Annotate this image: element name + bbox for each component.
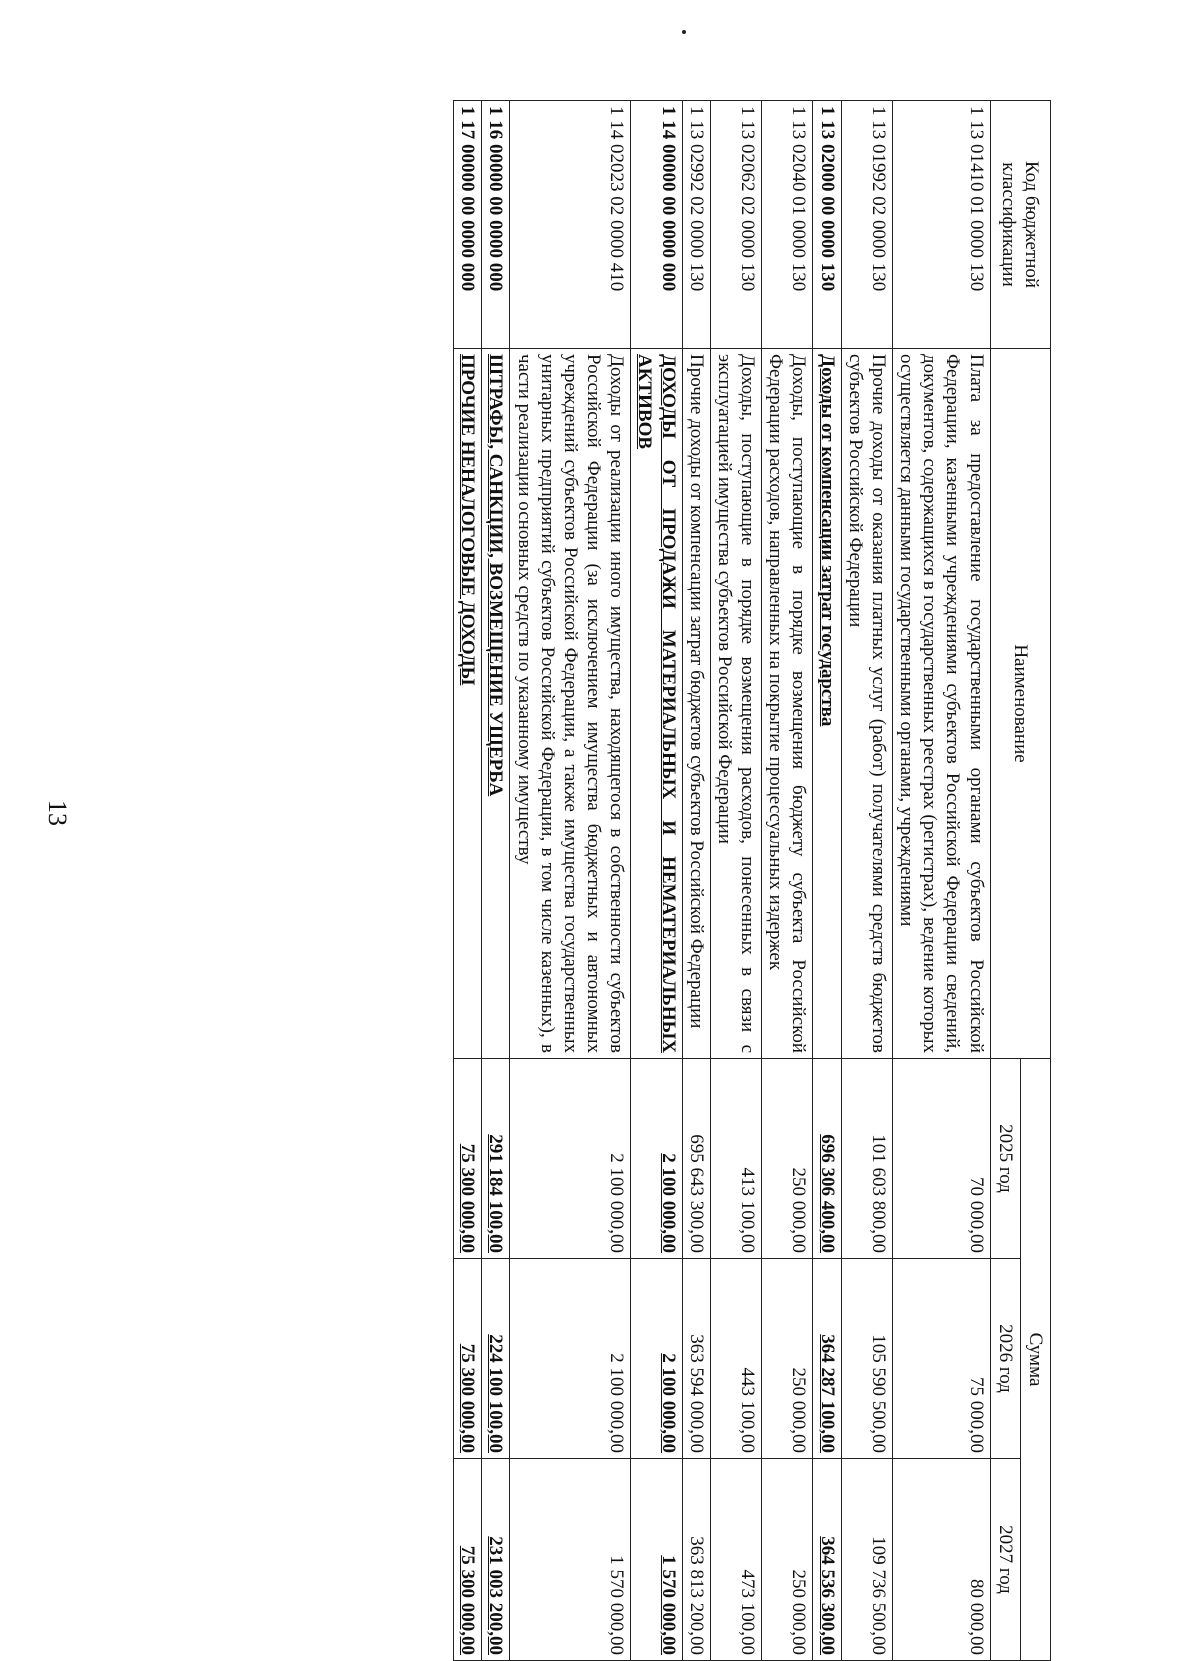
- cell-name: ПРОЧИЕ НЕНАЛОГОВЫЕ ДОХОДЫ: [454, 349, 482, 1059]
- page-number: 13: [43, 800, 72, 826]
- table-row: [482, 101, 510, 1661]
- cell-2025: 2 100 000,00: [510, 1059, 631, 1259]
- cell-code: 1 17 00000 00 0000 000: [454, 101, 482, 349]
- table-row: [710, 101, 761, 1661]
- cell-code: 1 16 00000 00 0000 000: [482, 101, 510, 349]
- cell-2026: 443 100,00: [710, 1259, 761, 1459]
- cell-2025: 101 603 800,00: [841, 1059, 892, 1259]
- cell-code: 1 13 02992 02 0000 130: [682, 101, 710, 349]
- cell-code: 1 13 01410 01 0000 130: [892, 101, 990, 349]
- cell-2027: 109 736 500,00: [841, 1459, 892, 1661]
- cell-code: 1 14 02023 02 0000 410: [510, 101, 631, 349]
- cell-2026: 363 594 000,00: [682, 1259, 710, 1459]
- cell-code: 1 14 00000 00 0000 000: [631, 101, 682, 349]
- cell-name: Прочие доходы от оказания платных услуг (работ) получателями средств бюджетов субъектов Российской Федерации: [841, 349, 892, 1059]
- cell-name: Доходы от компенсации затрат государства: [813, 349, 841, 1059]
- cell-2026: 105 590 500,00: [841, 1259, 892, 1459]
- cell-2026: 2 100 000,00: [510, 1259, 631, 1459]
- cell-2025: 696 306 400,00: [813, 1059, 841, 1259]
- table-body: [454, 101, 991, 1661]
- cell-2026: 250 000,00: [762, 1259, 813, 1459]
- table-row: [892, 101, 990, 1661]
- table-row: [762, 101, 813, 1661]
- cell-name: ДОХОДЫ ОТ ПРОДАЖИ МАТЕРИАЛЬНЫХ И НЕМАТЕРИАЛЬНЫХ АКТИВОВ: [631, 349, 682, 1059]
- cell-code: 1 13 02040 01 0000 130: [762, 101, 813, 349]
- header-code: Код бюджетной классификации: [990, 101, 1050, 349]
- header-year-2025: 2025 год: [990, 1059, 1020, 1259]
- cell-2027: 250 000,00: [762, 1459, 813, 1661]
- rotated-table-wrapper: [181, 100, 1051, 1660]
- cell-2027: 1 570 000,00: [631, 1459, 682, 1661]
- table-row: [841, 101, 892, 1661]
- cell-name: Плата за предоставление государственными органами субъектов Российской Федерации, казенными учреждениями субъектов Российской Федерации сведений, документов, содержащихся в государственных реестрах (регистрах), ведение которых осуществляется данными государственными органами, учреждениями: [892, 349, 990, 1059]
- cell-2025: 75 300 000,00: [454, 1059, 482, 1259]
- cell-2025: 695 643 300,00: [682, 1059, 710, 1259]
- cell-2027: 231 003 200,00: [482, 1459, 510, 1661]
- cell-2027: 363 813 200,00: [682, 1459, 710, 1661]
- cell-name: Доходы от реализации иного имущества, находящегося в собственности субъектов Российской Федерации (за исключением имущества бюджетных и автономных учреждений субъектов Российской Федерации, а также имущества государственных унитарных предприятий субъектов Российской Федерации, в том числе казенных), в части реализации основных средств по указанному имуществу: [510, 349, 631, 1059]
- cell-name: Доходы, поступающие в порядке возмещения бюджету субъекта Российской Федерации расходов, направленных на покрытие процессуальных издержек: [762, 349, 813, 1059]
- cell-code: 1 13 02000 00 0000 130: [813, 101, 841, 349]
- header-year-2027: 2027 год: [990, 1459, 1020, 1661]
- header-name: Наименование: [990, 349, 1050, 1059]
- table-row: [682, 101, 710, 1661]
- cell-2027: 364 536 300,00: [813, 1459, 841, 1661]
- cell-name: Доходы, поступающие в порядке возмещения расходов, понесенных в связи с эксплуатацией имущества субъектов Российской Федерации: [710, 349, 761, 1059]
- table-row: [631, 101, 682, 1661]
- budget-revenue-table: [453, 100, 1051, 1661]
- cell-2025: 250 000,00: [762, 1059, 813, 1259]
- cell-2025: 2 100 000,00: [631, 1059, 682, 1259]
- cell-name: Прочие доходы от компенсации затрат бюджетов субъектов Российской Федерации: [682, 349, 710, 1059]
- cell-2026: 364 287 100,00: [813, 1259, 841, 1459]
- table-row: [510, 101, 631, 1661]
- cell-2026: 2 100 000,00: [631, 1259, 682, 1459]
- cell-2025: 70 000,00: [892, 1059, 990, 1259]
- scan-speck: [682, 30, 686, 34]
- cell-2027: 75 300 000,00: [454, 1459, 482, 1661]
- cell-2027: 1 570 000,00: [510, 1459, 631, 1661]
- cell-2026: 75 300 000,00: [454, 1259, 482, 1459]
- header-year-2026: 2026 год: [990, 1259, 1020, 1459]
- table-row: [813, 101, 841, 1661]
- cell-2027: 473 100,00: [710, 1459, 761, 1661]
- cell-code: 1 13 02062 02 0000 130: [710, 101, 761, 349]
- cell-name: ШТРАФЫ, САНКЦИИ, ВОЗМЕЩЕНИЕ УЩЕРБА: [482, 349, 510, 1059]
- cell-2025: 291 184 100,00: [482, 1059, 510, 1259]
- table-row: [454, 101, 482, 1661]
- header-sum: Сумма: [1020, 1059, 1050, 1661]
- cell-2025: 413 100,00: [710, 1059, 761, 1259]
- cell-2026: 224 100 100,00: [482, 1259, 510, 1459]
- cell-2027: 80 000,00: [892, 1459, 990, 1661]
- cell-2026: 75 000,00: [892, 1259, 990, 1459]
- cell-code: 1 13 01992 02 0000 130: [841, 101, 892, 349]
